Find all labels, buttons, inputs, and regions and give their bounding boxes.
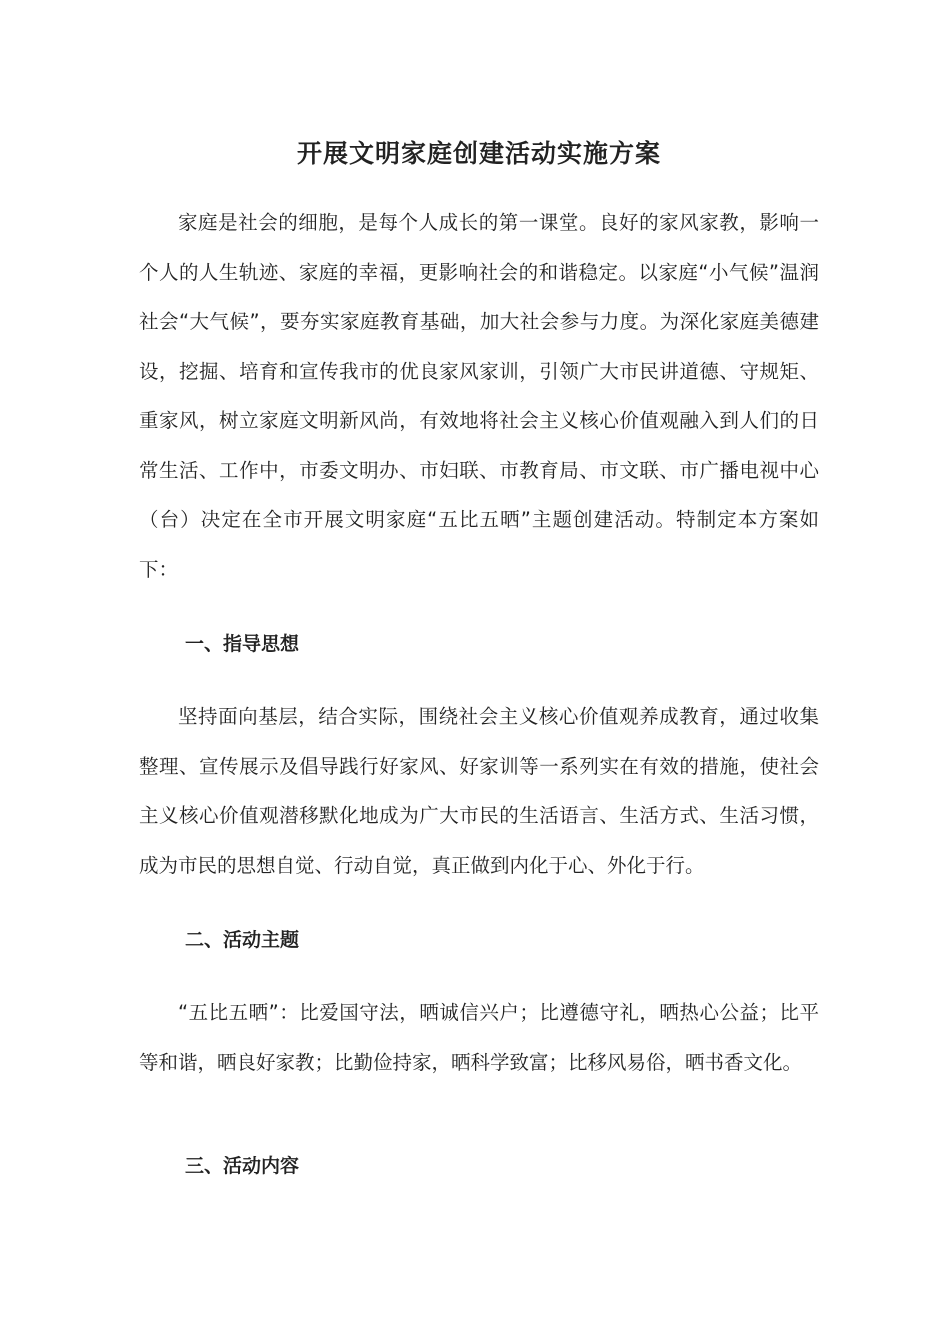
section-body-guiding-ideology: 坚持面向基层，结合实际，围绕社会主义核心价值观养成教育，通过收集整理、宣传展示及倡导践行好家风、好家训等一系列实在有效的措施，使社会主义核心价值观潜移默化地成为广大市民的生活语言、生活方式、生活习惯，成为市民的思想自觉、行动自觉，真正做到内化于心、外化于行。	[139, 705, 819, 877]
intro-paragraph: 家庭是社会的细胞，是每个人成长的第一课堂。良好的家风家教，影响一个人的人生轨迹、家庭的幸福，更影响社会的和谐稳定。以家庭“小气候”温润社会“大气候”，要夯实家庭教育基础，加大社会参与力度。为深化家庭美德建设，挖掘、培育和宣传我市的优良家风家训，引领广大市民讲道德、守规矩、重家风，树立家庭文明新风尚，有效地将社会主义核心价值观融入到人们的日常生活、工作中，市委文明办、市妇联、市教育局、市文联、市广播电视中心（台）决定在全市开展文明家庭“五比五晒”主题创建活动。特制定本方案如下：	[139, 211, 819, 581]
section-heading-activity-content: 三、活动内容	[185, 1155, 300, 1177]
section-heading-activity-theme: 二、活动主题	[185, 929, 300, 951]
section-heading-guiding-ideology: 一、指导思想	[185, 633, 300, 655]
section-body-activity-theme: “五比五晒”：比爱国守法，晒诚信兴户；比遵德守礼，晒热心公益；比平等和谐，晒良好家教；比勤俭持家，晒科学致富；比移风易俗，晒书香文化。	[139, 1001, 819, 1074]
document-title: 开展文明家庭创建活动实施方案	[296, 139, 661, 168]
